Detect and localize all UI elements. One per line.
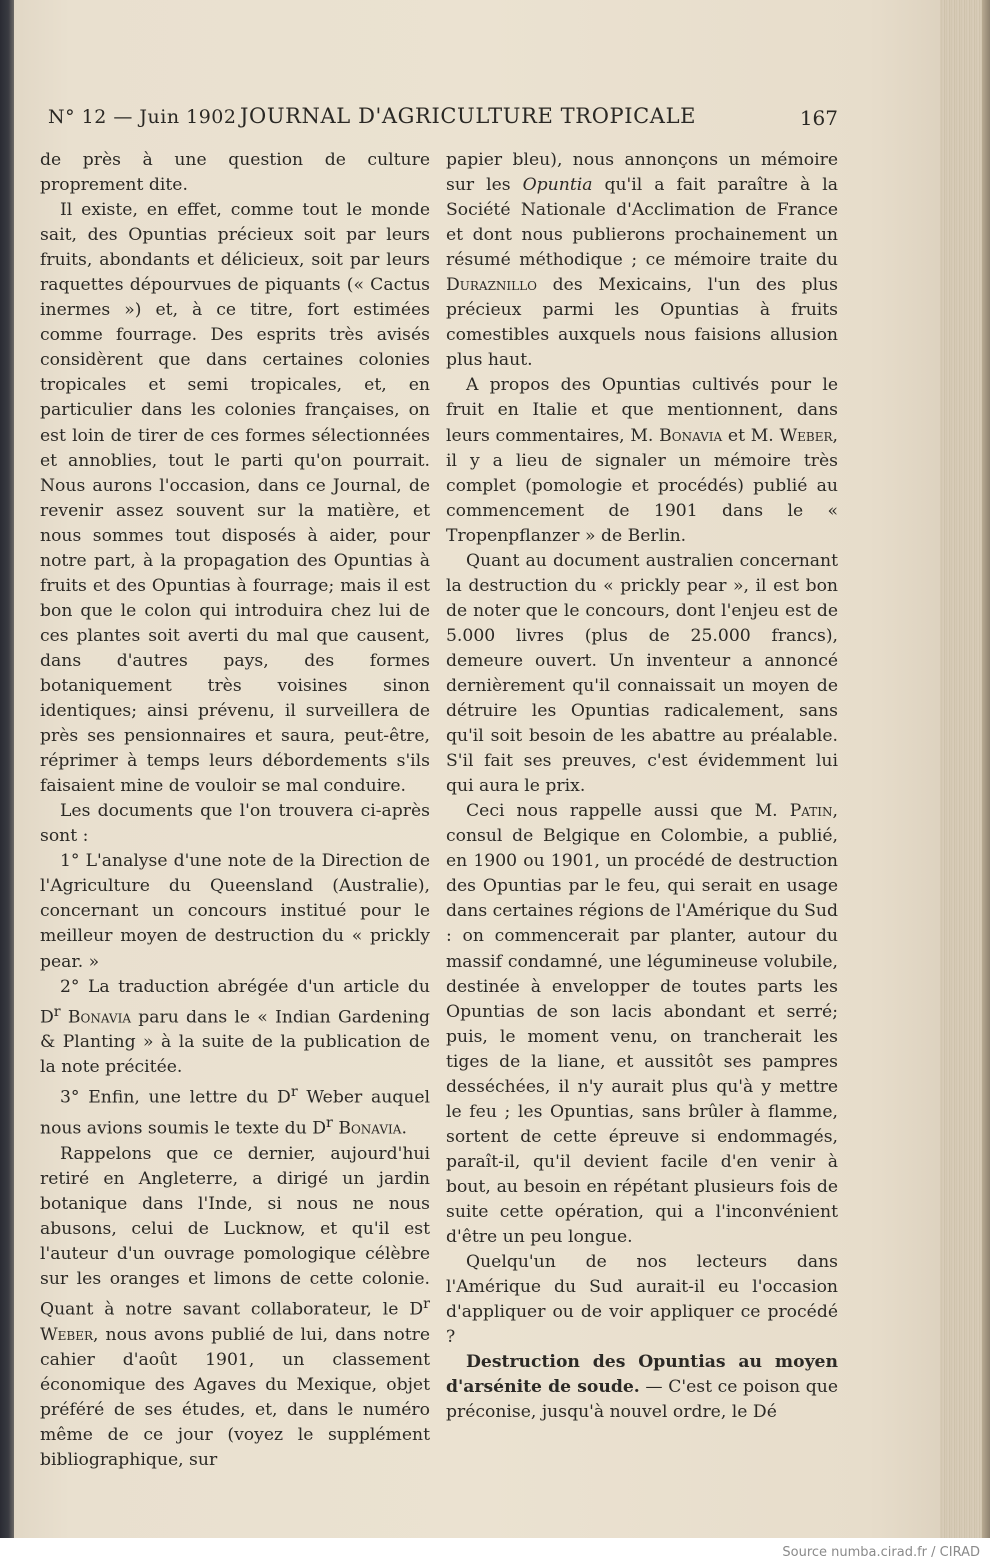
text-run: Weber auquel nous avions soumis le texte du D (40, 1088, 431, 1139)
superscript: r (53, 1003, 61, 1020)
page-edges (940, 0, 990, 1538)
paragraph (40, 1080, 430, 1142)
text-run: 3° Enfin, une lettre du D (60, 1088, 291, 1109)
source-credit: Source numba.cirad.fr / CIRAD (782, 1545, 980, 1560)
paragraph: Quelqu'un de nos lecteurs dans l'Amérique du Sud aurait-il eu l'occasion d'appliquer ou de voir appliquer ce procédé ? (446, 1252, 838, 1348)
text-run: , consul de Belgique en Colombie, a publié, en 1900 ou 1901, un procédé de destruction des Opuntias par le feu, qui serait en usage dans certaines régions de l'Amérique du Sud : on commencerait par planter, autour du massif condamné, une légumineuse volubile, destinée à envelopper de toutes parts les Opuntias de son lacis abondant et serré; puis, le moment venu, on trancherait les tiges de la liane, et aussitôt ses pampres desséchées, il n'y aurait plus qu'à y mettre le feu ; les Opuntias, sans brûler à flamme, sortent de cette épreuve si endommagés, paraît-il, qu'il devient facile d'en venir à bout, au besoin en répétant plusieurs fois de suite cette opération, qui a l'inconvénient d'être un peu longue. (446, 801, 838, 1248)
author-name: Bonavia (659, 425, 723, 446)
left-column (40, 148, 430, 1473)
author-name: Bonavia (67, 1007, 131, 1028)
right-column (446, 148, 838, 1425)
text-run: des Mexicains, l'un des plus précieux parmi les Opuntias à fruits comestibles auxquels nous faisions allusion plus haut. (446, 275, 838, 371)
italic-term: Opuntia (522, 175, 593, 196)
text-run: Ceci nous rappelle aussi que M. (466, 801, 790, 822)
text-run: , nous avons publié de lui, dans notre cahier d'août 1901, un classement économique des Agaves du Mexique, objet préféré de ses études, et, dans le numéro même de ce jour (voyez le supplément bibliographique, sur (40, 1325, 430, 1471)
section-paragraph (446, 1350, 838, 1425)
text-run: paru dans le « Indian Gardening & Planting » à la suite de la publication de la note précitée. (40, 1007, 430, 1078)
issue-date: N° 12 — Juin 1902 (48, 106, 237, 128)
text-run: . (401, 1118, 407, 1139)
superscript: r (290, 1084, 298, 1101)
paragraph (446, 148, 838, 373)
text-run: , il y a lieu de signaler un mémoire très complet (pomologie et procédés) publié au commencement de 1901 dans le « Tropenpflanzer » de Berlin. (446, 425, 838, 546)
author-name: Weber (40, 1325, 94, 1346)
paragraph (446, 799, 838, 1250)
person-name: Patin (789, 801, 833, 822)
running-header (48, 104, 840, 132)
paragraph: Il existe, en effet, comme tout le monde sait, des Opuntias précieux soit par leurs fruits, abondants et délicieux, soit par leurs raquettes dépourvues de piquants (« Cactus inermes ») et, à ce titre, fort estimées comme fourrage. Des esprits très avisés considèrent que dans certaines colonies tropicales et semi tropicales, et, en particulier dans les colonies françaises, on est loin de tirer de ces formes sélectionnées et annoblies, tout le parti qu'on pourrait. Nous aurons l'occasion, dans ce Journal, de revenir assez souvent sur la matière, et nous sommes tout disposés à aider, pour notre part, à la propagation des Opuntias à fruits et des Opuntias à fourrage; mais il est bon que le colon qui introduira chez lui de ces plantes soit averti du mal que causent, dans d'autres pays, des formes botaniquement très voisines sinon identiques; ainsi prévenu, il surveillera de près ses pensionnaires et saura, peut-être, réprimer à temps leurs débordements s'ils faisaient mine de vouloir se mal conduire. (40, 200, 430, 797)
author-name: Bonavia (338, 1118, 402, 1139)
text-run: et M. (722, 425, 780, 446)
author-name: Weber (779, 425, 833, 446)
paragraph: Quant au document australien concernant la destruction du « prickly pear », il est bon de noter que le concours, dont l'enjeu est de 5.000 livres (plus de 25.000 francs), demeure ouvert. Un inventeur a annoncé dernièrement qu'il connaissait un moyen de détruire les Opuntias radicalement, sans qu'il soit besoin de les abattre au préalable. S'il fait ses preuves, c'est évidemment lui qui aura le prix. (446, 550, 838, 797)
superscript: r (326, 1115, 333, 1132)
text-run: Rappelons que ce dernier, aujourd'hui retiré en Angleterre, a dirigé un jardin botanique dans l'Inde, si nous ne nous abusons, celui de Lucknow, et qu'il est l'auteur d'un ouvrage pomologique célèbre sur les oranges et limons de cette colonie. Quant à notre savant collaborateur, le D (40, 1144, 430, 1321)
section-heading: Destruction des Opuntias au moyen d'arsénite de soude. (446, 1352, 838, 1398)
paragraph (40, 975, 430, 1081)
text-run: — C'est ce poison que préconise, jusqu'à nouvel ordre, le Dé (446, 1377, 838, 1423)
text-run: qu'il a fait paraître à la Société Nationale d'Acclimation de France et dont nous publierons prochainement un résumé méthodique ; ce mémoire traite du (446, 175, 838, 271)
paragraph (446, 373, 838, 548)
binding-shadow (0, 0, 14, 1538)
plant-name: Duraznillo (446, 275, 537, 296)
paragraph: Les documents que l'on trouvera ci-après sont : (40, 801, 430, 847)
paragraph (40, 1142, 430, 1473)
paragraph: de près à une question de culture proprement dite. (40, 150, 430, 196)
page-number: 167 (799, 106, 838, 130)
journal-title: JOURNAL D'AGRICULTURE TROPICALE (240, 104, 697, 128)
paragraph: 1° L'analyse d'une note de la Direction de l'Agriculture du Queensland (Australie), concernant un concours institué pour le meilleur moyen de destruction du « prickly pear. » (40, 851, 430, 972)
text-run: papier bleu), nous annonçons un mémoire sur les (446, 150, 838, 196)
text-run: A propos des Opuntias cultivés pour le fruit en Italie et que mentionnent, dans leurs commentaires, M. (446, 375, 838, 446)
text-run: 2° La traduction abrégée d'un article du D (40, 976, 430, 1028)
superscript: r (423, 1296, 430, 1313)
